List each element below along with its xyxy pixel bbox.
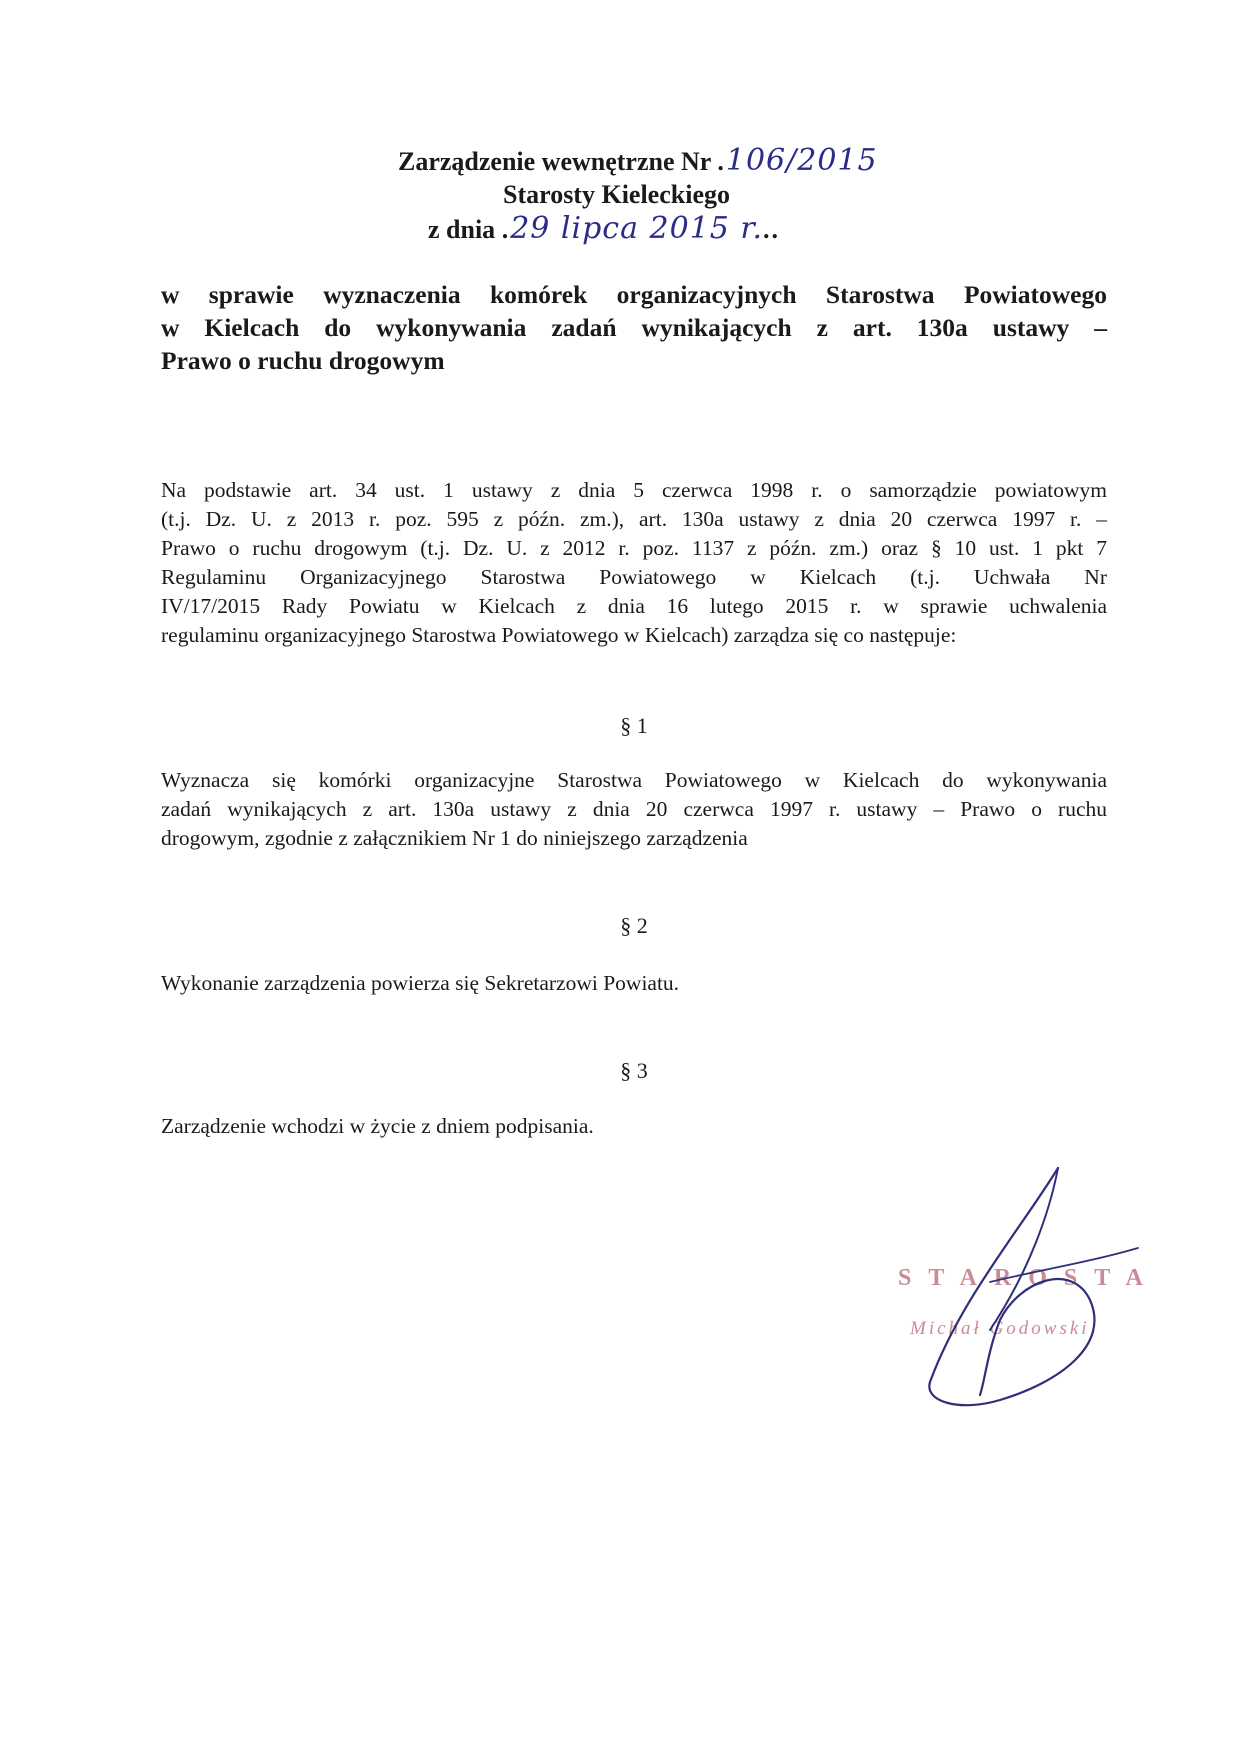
preamble-line: Na podstawie art. 34 ust. 1 ustawy z dnia 5 czerwca 1998 r. o samorządzie powiatowym	[161, 478, 1107, 502]
section-1-line: drogowym, zgodnie z załącznikiem Nr 1 do niniejszego zarządzenia	[161, 826, 748, 850]
section-1-mark: § 1	[620, 713, 648, 738]
preamble-line: Prawo o ruchu drogowym (t.j. Dz. U. z 2012 r. poz. 1137 z późn. zm.) oraz § 10 ust. 1 pkt 7	[161, 536, 1107, 560]
issuer-title: Starosty Kieleckiego	[503, 180, 730, 209]
preamble-line: regulaminu organizacyjnego Starostwa Powiatowego w Kielcach) zarządza się co następuje:	[161, 623, 957, 647]
signature-stroke	[990, 1168, 1058, 1330]
section-2-paragraph	[161, 969, 1107, 998]
preamble-line: Regulaminu Organizacyjnego Starostwa Powiatowego w Kielcach (t.j. Uchwała Nr	[161, 565, 1107, 589]
section-2-line: Wykonanie zarządzenia powierza się Sekretarzowi Powiatu.	[161, 971, 680, 995]
subject-line: w Kielcach do wykonywania zadań wynikających z art. 130a ustawy –	[161, 313, 1107, 342]
date-dots: .	[501, 215, 511, 244]
handwritten-signature	[900, 1150, 1150, 1410]
subject-line: w sprawie wyznaczenia komórek organizacyjnych Starostwa Powiatowego	[161, 280, 1107, 309]
section-1-line: zadań wynikających z art. 130a ustawy z dnia 20 czerwca 1997 r. ustawy – Prawo o ruchu	[161, 797, 1107, 821]
order-number-handwritten: 106/2015	[725, 143, 878, 178]
signature-stroke	[929, 1168, 1094, 1405]
section-2-mark: § 2	[620, 913, 648, 938]
date-handwritten: 29 lipca 2015 r.	[510, 211, 763, 246]
order-title	[398, 143, 878, 178]
section-3-line: Zarządzenie wchodzi w życie z dniem podpisania.	[161, 1114, 594, 1138]
preamble-paragraph	[161, 476, 1107, 650]
section-1-paragraph	[161, 766, 1107, 853]
preamble-line: (t.j. Dz. U. z 2013 r. poz. 595 z późn. zm.), art. 130a ustawy z dnia 20 czerwca 1997 r. –	[161, 507, 1107, 531]
order-dots: .	[717, 147, 726, 176]
section-1-line: Wyznacza się komórki organizacyjne Starostwa Powiatowego w Kielcach do wykonywania	[161, 768, 1107, 792]
order-label: Zarządzenie wewnętrzne Nr	[398, 147, 711, 176]
stamp-title: STAROSTA	[898, 1265, 1160, 1291]
subject-line: Prawo o ruchu drogowym	[161, 346, 445, 375]
subject-block	[161, 278, 1107, 377]
section-3-mark: § 3	[620, 1058, 648, 1083]
stamp-name: Michał Godowski	[910, 1318, 1090, 1339]
order-date	[428, 211, 780, 246]
preamble-line: IV/17/2015 Rady Powiatu w Kielcach z dnia 16 lutego 2015 r. w sprawie uchwalenia	[161, 594, 1107, 618]
section-3-paragraph	[161, 1112, 1107, 1141]
date-label: z dnia	[428, 215, 496, 244]
signature-stroke	[990, 1248, 1138, 1282]
date-trailing-dots: ..	[762, 215, 780, 244]
